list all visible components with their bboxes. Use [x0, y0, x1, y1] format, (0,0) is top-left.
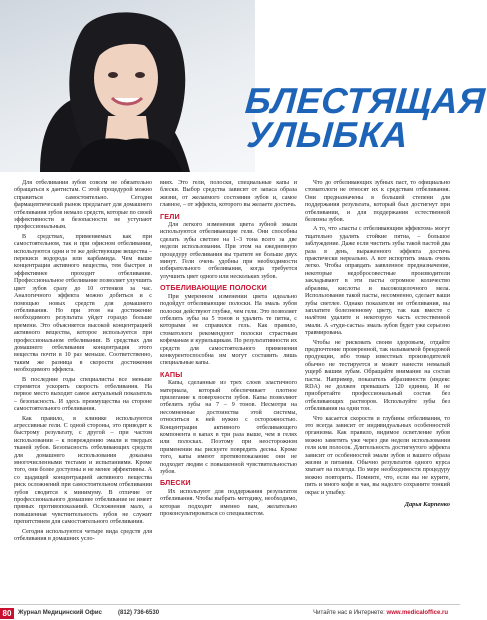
page-footer — [0, 604, 460, 620]
woman-portrait-illustration — [0, 0, 255, 172]
paragraph: Сегодня используются четыре вида средств для отбеливания в домашних усло- — [14, 528, 152, 543]
section-heading-strips: ОТБЕЛИВАЮЩИЕ ПОЛОСКИ — [160, 283, 267, 293]
paragraph: Капы, сделанные из трех слоев эластичного материала, который обеспечивает плотное прилегание к поверхности зубов. Капы позволяют отбелить зубы на 7 – 9 тонов. Несмотря на несомненные достоинства этой системы, относиться к ней нужно с осторожностью. Концентрация активного отбеливающего компонента в капах в три раза выше, чем в гелях или полосках. Поэтому при неосторожном применении вы рискуете повредить десны. Кроме того, капы имеют противопоказания: они не подходят людям с повышенной чувствительностью зубов. — [160, 380, 297, 476]
website-prefix: Читайте нас в Интернете: — [313, 610, 385, 616]
headline-line-1: БЛЕСТЯЩАЯ — [243, 80, 487, 121]
paragraph: При умеренном изменении цвета идеально подойдут отбеливающие полоски. На эмаль зубов полоски действуют глубже, чем гели. Это позволяет отбелить зубы на 5 тонов и удалить те пятна, с которыми не справился гель. Как правило, стоматологи рекомендуют полоски страстным кофеманам и курильщикам. По результативности их средств для самостоятельного применения конкурентоспособна им могут составить лишь специальные капы. — [160, 293, 297, 367]
paragraph: Что до отбеливающих зубных паст, то официально стоматологи не относят их к средствам отбеливания. Они предназначены в большей степени для поддержания результата, который был достигнут при отбеливании, и для поддержания естественной белизны зубов. — [305, 180, 450, 224]
paragraph: Как правило, в клинике используются агрессивные гели. С одной стороны, это приводит к быстрому результату, с другой – при частом использовании – к повреждению эмали и твердых тканей зубов. Безопасность отбеливающих средств для домашнего использования доказана многочисленными тестами и испытаниями. Кроме того, они более доступны и не менее эффективны. А со щадящей концентрацией активного вещества риск осложнений при самостоятельном отбеливании зубов сводится к минимуму. В отличие от профессионального домашнее отбеливание не имеет прямых противопоказаний. Осложнения мало, а повышенная чувствительность зубов не служит препятствием для самостоятельного отбеливания. — [14, 415, 152, 526]
paragraph: Что касается скорости и глубины отбеливания, то это всегда зависит от индивидуальных особенностей организма. Как правило, видимое осветление зубов можно заметить уже через две недели использования геля или полосок. Длительность достигнутого эффекта зависит от особенностей эмали зубов и вашего образа жизни и питания. Обычно результатов одного курса хватает на полгода. По мере необходимости процедуру можно повторить. Помните, что, если вы не курите, пить и много кофе и чая, вы надолго сохраните тонкий окрас и улыбку. — [305, 415, 450, 496]
section-heading-glosses: БЛЕСКИ — [160, 478, 191, 488]
text-column-2 — [160, 180, 297, 520]
portrait-photo — [0, 0, 255, 172]
headline-line-2: УЛЫБКА — [245, 114, 410, 155]
section-heading-gels: ГЕЛИ — [160, 211, 180, 221]
section-heading-trays: КАПЫ — [160, 369, 183, 379]
paragraph: Их используют для поддержания результатов отбеливания. Чтобы выбрать методику, необходимо, которая подходит именно вам, желательно проконсультироваться со специалистом. — [160, 488, 297, 518]
website-link[interactable]: www.medicaloffice.ru — [386, 610, 448, 616]
paragraph: В средствах, применяемых как при самостоятельном, так и при офисном отбеливании, используются одни и те же действующие вещества – перекиси водорода или карбамида. Чем выше концентрация активного вещества, тем быстрее и эффективнее проходит отбеливание. Профессиональное отбеливание позволяет улучшить цвет зубов сразу до 10 оттенков за час. Аналогичного эффекта можно добиться и с помощью новых средств для домашнего отбеливания. Но при этом на достижение необходимого результата уйдет гораздо больше времени. Это объясняется высокой концентрацией активного вещества, которое используется при профессиональном отбеливании. В средствах для домашнего отбеливания концентрация этого вещества почти в 10 раз меньше. Соответственно, таким же разница в скорости достижения необходимого эффекта. — [14, 233, 152, 374]
website-note — [313, 610, 448, 616]
paragraph: В последние годы специалисты все меньше стремятся ускорить скорость отбеливания. На первое место выходит самое актуальный показатель – безопасность. И здесь преимущества на стороне самостоятельного отбеливания. — [14, 376, 152, 413]
paragraph: Для легкого изменения цвета зубной эмали используются отбеливающие гели. Они способны сделать зубы светлее на 1–3 тона всего за две недели использования. При этом на ежедневную процедуру отбеливания вы тратите не больше двух минут. Гели очень удобны при необходимости избирательного отбеливания, когда требуется улучшить цвет одного или нескольких зубов. — [160, 222, 297, 280]
paragraph: А то, что «пасты с отбеливающим эффектом» могут тщательно удалять стойкие пятна, – большое заблуждение. Даже если чистить зубы такой пастой два раза в день, выраженного эффекта достичь практически нереально. А вот испортить эмаль очень легко. Чтобы оправдать заявленное предназначение, некоторые недобросовестные производители закладывают в эти пасты огромное количество абразива, кислоты и высокощелочного мела. Использование такой пасты, несомненно, сделает ваши зубы светлее. Однако показатели не отбеливания, вы заплатите болезненному цвету, так как вместе с налётом удалите и некоторую часть естественной эмали. А «туди-састы» эмаль зубов будет уже серьезно травмирована. — [305, 226, 450, 337]
text-column-1 — [14, 180, 152, 546]
page-number: 80 — [0, 608, 14, 619]
paragraph: Для отбеливания зубов совсем не обязательно обращаться к дантистам. С этой процедурой можно справиться самостоятельно. Сегодня фармацевтический рынок предлагает для домашнего отбеливания зубов немало средств, которые по своей эффективности и безопасности не уступают профессиональным. — [14, 180, 152, 231]
article-headline — [242, 80, 487, 155]
text-column-3 — [305, 180, 450, 508]
paragraph: виях. Это гели, полоски, специальные капы и блески. Выбор средства зависит от запаса образа жизни, от желаемого состояния зубов и, самое главное, – от эффекта, которого вы желаете достичь. — [160, 180, 297, 209]
journal-name: Журнал Медицинский Офис — [18, 610, 102, 616]
paragraph: Чтобы не рисковать своим здоровьем, отдайте предпочтение проверенной, так называемой брендовой продукции, ибо товар известных производителей обычно не тестируется и может нанести немалый ущерб вашим зубам. Обращайте внимание на состав пасты. Например, показатель абразивности (индекс RDA) не должен превышать 120 единиц. И не приобретайте профессиональный состав без отбеливающих растворов. Используйте зубы без отбеливания на одни тон. — [305, 339, 450, 413]
journal-phone: (812) 736-6530 — [118, 610, 160, 616]
article-author: Дарья Карпенко — [404, 501, 450, 509]
